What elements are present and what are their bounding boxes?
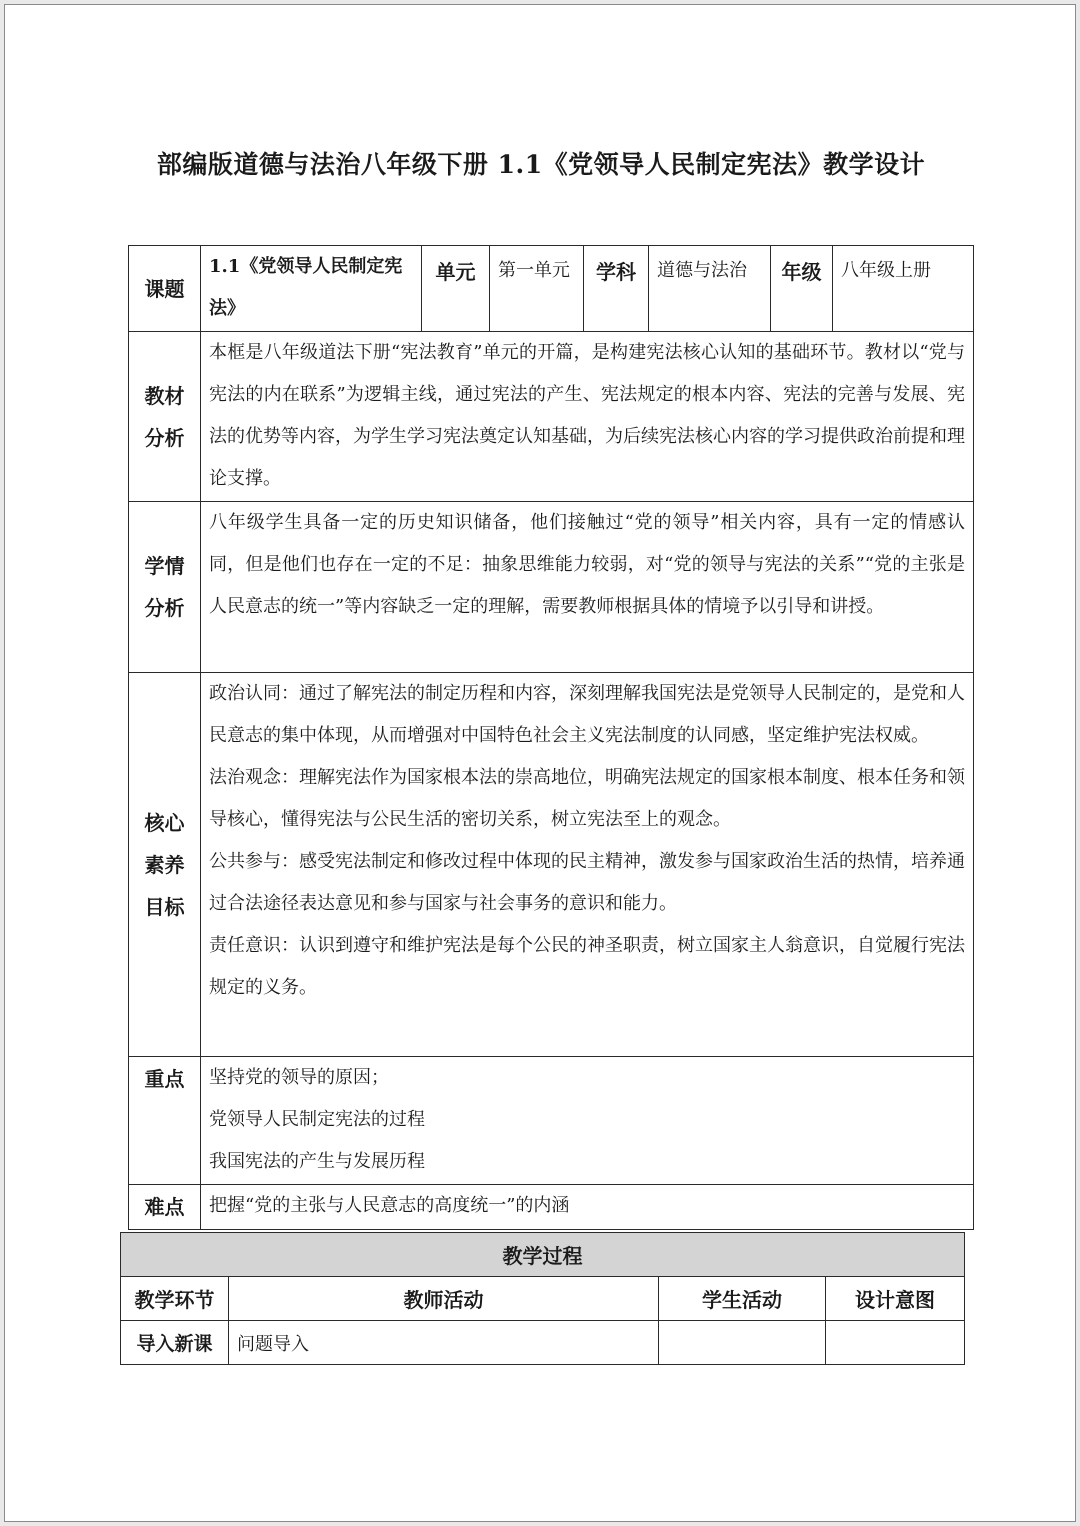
- document-page: [4, 4, 1076, 1522]
- difficulty-item: 把握“党的主张与人民意志的高度统一”的内涵: [209, 1195, 570, 1216]
- grade-label: 年级: [771, 246, 833, 332]
- student-activity-cell: [659, 1321, 826, 1365]
- process-title: 教学过程: [121, 1233, 965, 1277]
- student-analysis-row: [129, 502, 974, 673]
- teaching-process-table: [120, 1232, 965, 1365]
- unit-value: 第一单元: [490, 246, 584, 332]
- goal-rule-of-law: 法治观念：理解宪法作为国家根本法的崇高地位，明确宪法规定的国家根本制度、根本任务和领导核心，懂得宪法与公民生活的密切关系，树立宪法至上的观念。: [209, 767, 965, 830]
- header-teacher-activity: 教师活动: [229, 1277, 659, 1321]
- textbook-analysis-content: [201, 332, 974, 502]
- lesson-info-table: [128, 245, 974, 1230]
- goal-responsibility: 责任意识：认识到遵守和维护宪法是每个公民的神圣职责，树立国家主人翁意识，自觉履行宪法规定的义务。: [209, 935, 965, 998]
- student-analysis-paragraph: 八年级学生具备一定的历史知识储备，他们接触过“党的领导”相关内容，具有一定的情感认同，但是他们也存在一定的不足：抽象思维能力较弱，对“党的领导与宪法的关系”“党的主张是人民意志的统一”等内容缺乏一定的理解，需要教师根据具体的情境予以引导和讲授。: [209, 512, 965, 617]
- header-student-activity: 学生活动: [659, 1277, 826, 1321]
- textbook-analysis-label: 教材分析: [129, 332, 201, 502]
- difficulty-content: [201, 1185, 974, 1230]
- info-row: [129, 246, 974, 332]
- difficulty-label: 难点: [129, 1185, 201, 1230]
- unit-label: 单元: [422, 246, 490, 332]
- textbook-analysis-paragraph: 本框是八年级道法下册“宪法教育”单元的开篇，是构建宪法核心认知的基础环节。教材以“党与宪法的内在联系”为逻辑主线，通过宪法的产生、宪法规定的根本内容、宪法的完善与发展、宪法的优势等内容，为学生学习宪法奠定认知基础，为后续宪法核心内容的学习提供政治前提和理论支撑。: [209, 342, 965, 489]
- process-header-row: [121, 1277, 965, 1321]
- process-title-row: [121, 1233, 965, 1277]
- process-row: [121, 1321, 965, 1365]
- document-title: 部编版道德与法治八年级下册 1.1《党领导人民制定宪法》教学设计: [156, 150, 926, 179]
- grade-value: 八年级上册: [833, 246, 974, 332]
- header-design-intent: 设计意图: [826, 1277, 965, 1321]
- key-points-row: [129, 1057, 974, 1185]
- subject-value: 道德与法治: [649, 246, 771, 332]
- key-points-label: 重点: [129, 1057, 201, 1185]
- goal-political-identity: 政治认同：通过了解宪法的制定历程和内容，深刻理解我国宪法是党领导人民制定的，是党和人民意志的集中体现，从而增强对中国特色社会主义宪法制度的认同感，坚定维护宪法权威。: [209, 683, 965, 746]
- topic-label: 课题: [129, 246, 201, 332]
- core-goals-label: 核心素养目标: [129, 673, 201, 1057]
- subject-label: 学科: [584, 246, 649, 332]
- difficulty-row: [129, 1185, 974, 1230]
- core-goals-content: [201, 673, 974, 1057]
- header-teaching-step: 教学环节: [121, 1277, 229, 1321]
- key-points-content: [201, 1057, 974, 1185]
- teacher-activity-cell: 问题导入: [229, 1321, 659, 1365]
- design-intent-cell: [826, 1321, 965, 1365]
- key-point-item: 我国宪法的产生与发展历程: [209, 1151, 425, 1172]
- core-goals-row: [129, 673, 974, 1057]
- textbook-analysis-row: [129, 332, 974, 502]
- goal-public-participation: 公共参与：感受宪法制定和修改过程中体现的民主精神，激发参与国家政治生活的热情，培养通过合法途径表达意见和参与国家与社会事务的意识和能力。: [209, 851, 965, 914]
- topic-value: 1.1《党领导人民制定宪法》: [201, 246, 422, 332]
- key-point-item: 坚持党的领导的原因；: [209, 1067, 389, 1088]
- student-analysis-content: [201, 502, 974, 673]
- step-intro: 导入新课: [121, 1321, 229, 1365]
- student-analysis-label: 学情分析: [129, 502, 201, 673]
- key-point-item: 党领导人民制定宪法的过程: [209, 1109, 425, 1130]
